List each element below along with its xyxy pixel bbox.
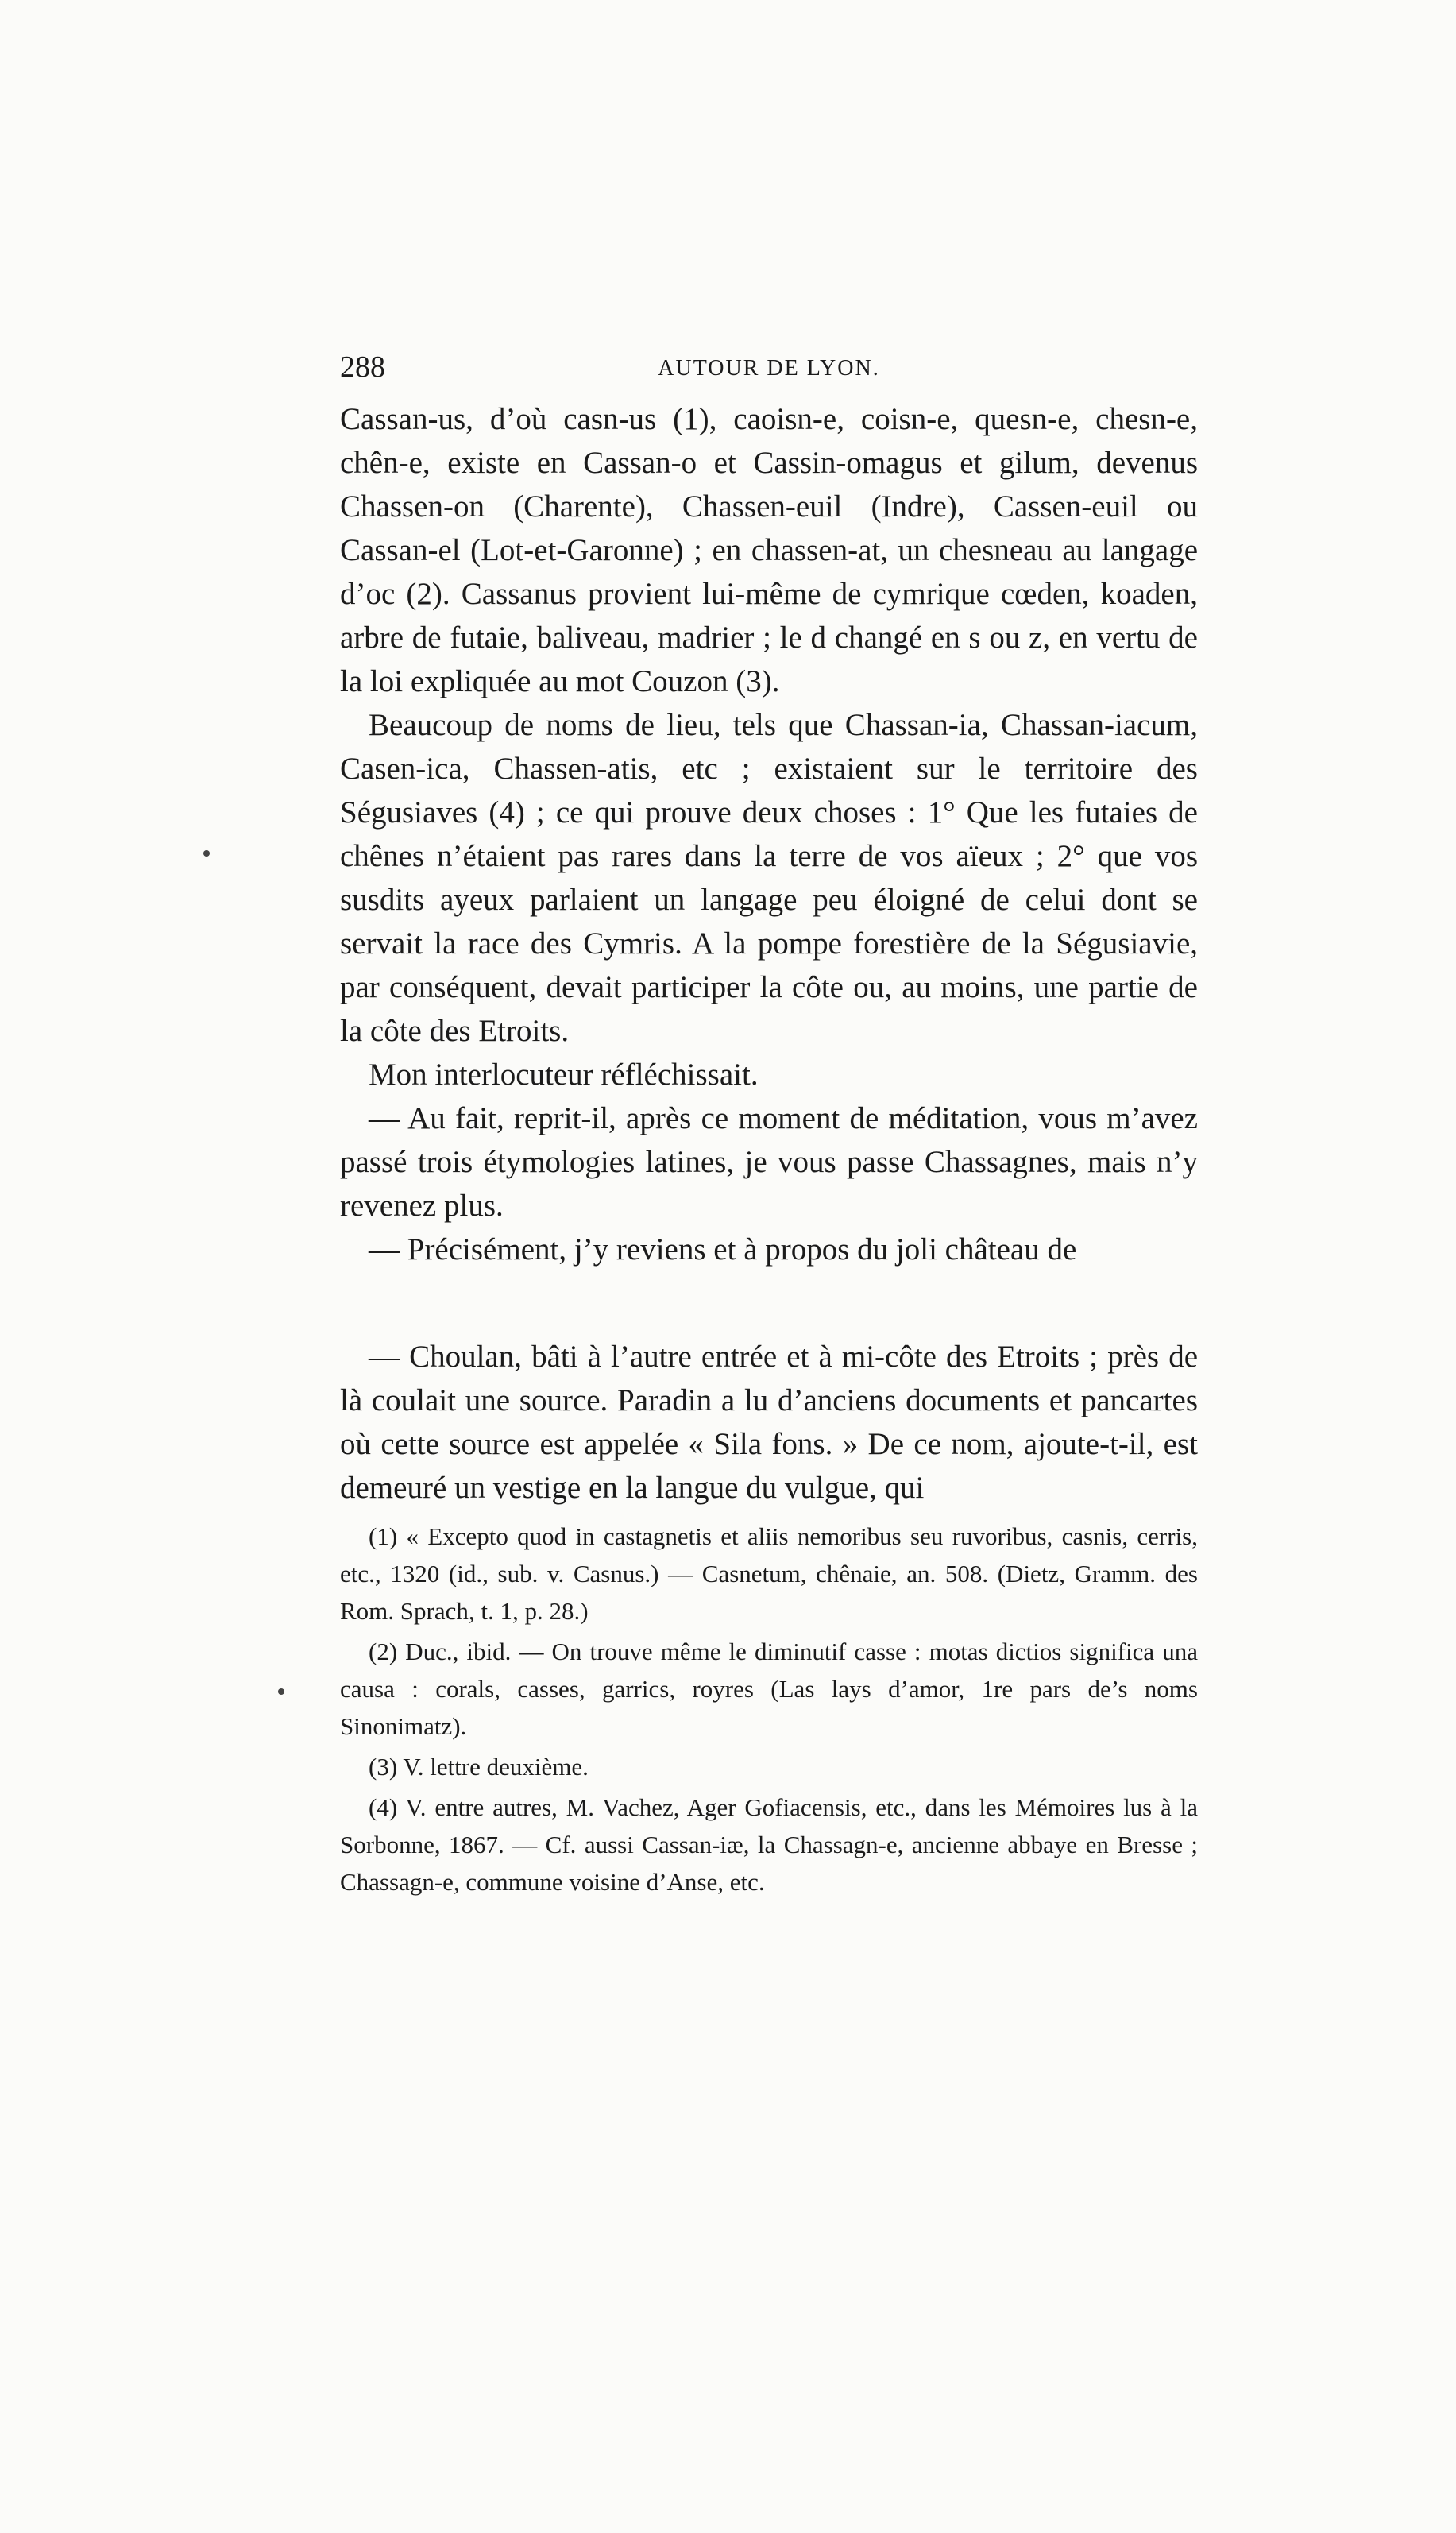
- footnote: (4) V. entre autres, M. Vachez, Ager Gofiacensis, etc., dans les Mémoires lus à la Sorbonne, 1867. — Cf. aussi Cassan-iæ, la Chassagn-e, ancienne abbaye en Bresse ; Chassagn-e, commune voisine d’Anse, etc.: [340, 1793, 1198, 1896]
- footnote: (2) Duc., ibid. — On trouve même le diminutif casse : motas dictios significa una causa : corals, casses, garrics, royres (Las lays d’amor, 1re pars de’s noms Sinonimatz).: [340, 1638, 1198, 1740]
- ink-speck: [203, 850, 210, 857]
- page-header: [340, 350, 1198, 389]
- main-text: [340, 397, 1198, 1510]
- ink-speck: [278, 1688, 284, 1695]
- paragraph: — Au fait, reprit-il, après ce moment de méditation, vous m’avez passé trois étymologies latines, je vous passe Chassagnes, mais n’y revenez plus.: [340, 1101, 1198, 1223]
- section-gap: [340, 1271, 1198, 1335]
- paragraph: — Choulan, bâti à l’autre entrée et à mi-côte des Etroits ; près de là coulait une source. Paradin a lu d’anciens documents et pancartes où cette source est appelée « Sila fons. » De ce nom, ajoute-t-il, est demeuré un vestige en la langue du vulgue, qui: [340, 1340, 1198, 1505]
- paragraph: Cassan-us, d’où casn-us (1), caoisn-e, coisn-e, quesn-e, chesn-e, chên-e, existe en Cassan-o et Cassin-omagus et gilum, devenus Chassen-on (Charente), Chassen-euil (Indre), Cassen-euil ou Cassan-el (Lot-et-Garonne) ; en chassen-at, un chesneau au langage d’oc (2). Cassanus provient lui-même de cymrique cœden, koaden, arbre de futaie, baliveau, madrier ; le d changé en s ou z, en vertu de la loi expliquée au mot Couzon (3).: [340, 402, 1198, 698]
- footnotes: [340, 1518, 1198, 1904]
- footnote: (3) V. lettre deuxième.: [369, 1753, 589, 1781]
- running-title: AUTOUR DE LYON.: [658, 356, 880, 381]
- paragraph: Beaucoup de noms de lieu, tels que Chassan-ia, Chassan-iacum, Casen-ica, Chassen-atis, etc ; existaient sur le territoire des Ségusiaves (4) ; ce qui prouve deux choses : 1° Que les futaies de chênes n’étaient pas rares dans la terre de vos aïeux ; 2° que vos susdits ayeux parlaient un langage peu éloigné de celui dont se servait la race des Cymris. A la pompe forestière de la Ségusiavie, par conséquent, devait participer la côte ou, au moins, une partie de la côte des Etroits.: [340, 708, 1198, 1048]
- paragraph: Mon interlocuteur réfléchissait.: [369, 1058, 759, 1092]
- paragraph: — Précisément, j’y reviens et à propos du joli château de: [369, 1232, 1077, 1266]
- page-number: 288: [340, 350, 385, 384]
- footnote: (1) « Excepto quod in castagnetis et aliis nemoribus seu ruvoribus, casnis, cerris, etc., 1320 (id., sub. v. Casnus.) — Casnetum, chênaie, an. 508. (Dietz, Gramm. des Rom. Sprach, t. 1, p. 28.): [340, 1522, 1198, 1625]
